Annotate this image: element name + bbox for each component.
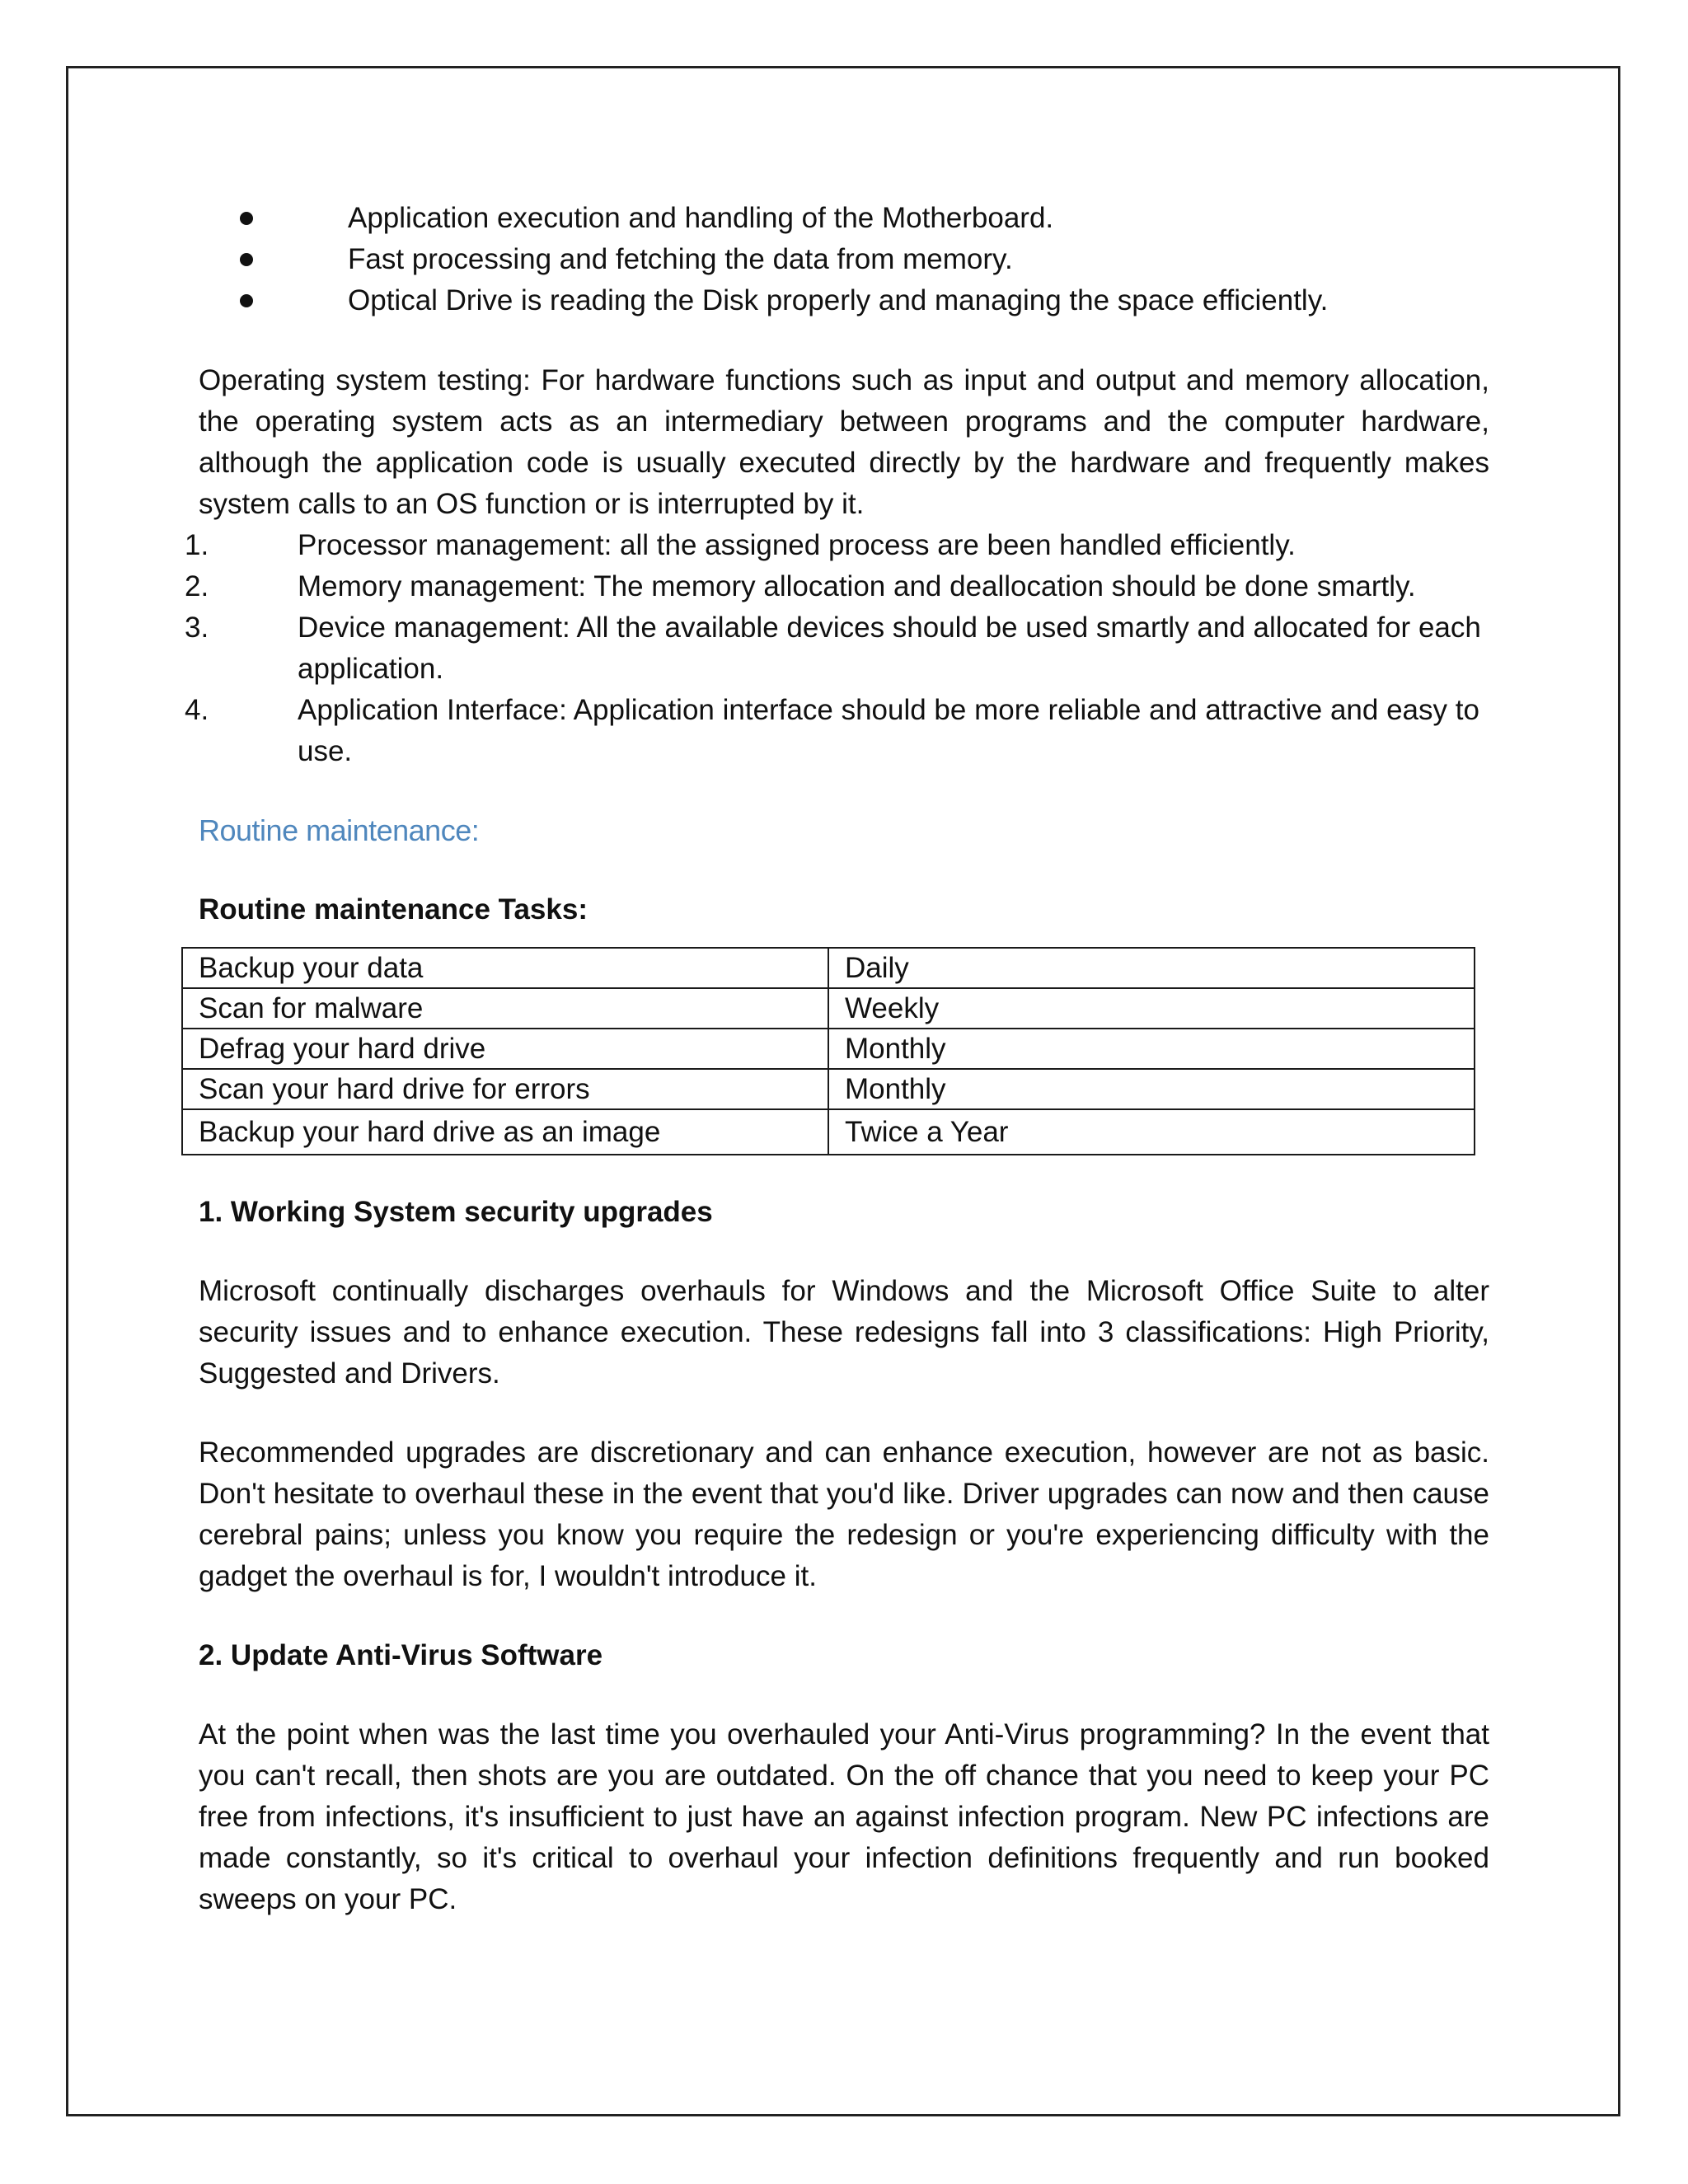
list-number: 2. (185, 570, 209, 602)
section1-paragraph-2: Recommended upgrades are discretionary and can enhance execution, however are not as basic. Don't hesitate to overhaul these in the event that you'd like. Driver upgrades can now and then cause cerebral pains; unless you know you require the redesign or you're experiencing difficulty with the gadget the overhaul is for, I wouldn't introduce it. (199, 1436, 1489, 1592)
table-row (182, 1069, 1475, 1109)
list-text: Application Interface: Application interface should be more reliable and attractive and easy to use. (298, 694, 1479, 767)
section1-paragraph-1: Microsoft continually discharges overhauls for Windows and the Microsoft Office Suite to alter security issues and to enhance execution. These redesigns fall into 3 classifications: High Priority, Suggested and Drivers. (199, 1275, 1489, 1390)
list-item: Fast processing and fetching the data from memory. (199, 239, 1489, 280)
task-cell: Backup your hard drive as an image (182, 1109, 828, 1155)
list-number: 4. (185, 694, 209, 726)
table-row (182, 1109, 1475, 1155)
list-item (185, 690, 1489, 772)
frequency-cell: Twice a Year (828, 1109, 1475, 1155)
table-row (182, 988, 1475, 1029)
list-item: Optical Drive is reading the Disk properly and managing the space efficiently. (199, 280, 1489, 321)
frequency-cell: Monthly (828, 1069, 1475, 1109)
list-text: Processor management: all the assigned process are been handled efficiently. (298, 529, 1296, 561)
frequency-cell: Weekly (828, 988, 1475, 1029)
task-cell: Scan for malware (182, 988, 828, 1029)
frequency-cell: Daily (828, 948, 1475, 988)
table-row (182, 1029, 1475, 1069)
bullet-list (199, 198, 1489, 321)
list-number: 1. (185, 529, 209, 561)
list-text: Memory management: The memory allocation and deallocation should be done smartly. (298, 570, 1416, 602)
list-text: Device management: All the available devices should be used smartly and allocated for each application. (298, 612, 1481, 685)
task-cell: Backup your data (182, 948, 828, 988)
task-cell: Scan your hard drive for errors (182, 1069, 828, 1109)
frequency-cell: Monthly (828, 1029, 1475, 1069)
numbered-list (185, 525, 1489, 772)
bullet-icon (240, 253, 253, 266)
document-body (185, 198, 1489, 1920)
tasks-heading: Routine maintenance Tasks: (199, 893, 588, 926)
table-row (182, 948, 1475, 988)
bullet-icon (240, 294, 253, 307)
list-number: 3. (185, 612, 209, 644)
task-cell: Defrag your hard drive (182, 1029, 828, 1069)
section1-heading: 1. Working System security upgrades (199, 1196, 713, 1228)
section2-paragraph: At the point when was the last time you overhauled your Anti-Virus programming? In the event that you can't recall, then shots are you are outdated. On the off chance that you need to keep your PC free from infections, it's insufficient to just have an against infection program. New PC infections are made constantly, so it's critical to overhaul your infection definitions frequently and run booked sweeps on your PC. (199, 1718, 1489, 1915)
section2-heading: 2. Update Anti-Virus Software (199, 1639, 603, 1671)
list-item (185, 566, 1489, 607)
bullet-icon (240, 212, 253, 225)
tasks-table (181, 947, 1475, 1155)
routine-maintenance-heading: Routine maintenance: (199, 813, 480, 847)
list-item: Application execution and handling of the Motherboard. (199, 198, 1489, 239)
list-item (185, 525, 1489, 566)
os-testing-paragraph: Operating system testing: For hardware functions such as input and output and memory allocation, the operating system acts as an intermediary between programs and the computer hardware, although the application code is usually executed directly by the hardware and frequently makes system calls to an OS function or is interrupted by it. (199, 364, 1489, 520)
list-item (185, 607, 1489, 690)
